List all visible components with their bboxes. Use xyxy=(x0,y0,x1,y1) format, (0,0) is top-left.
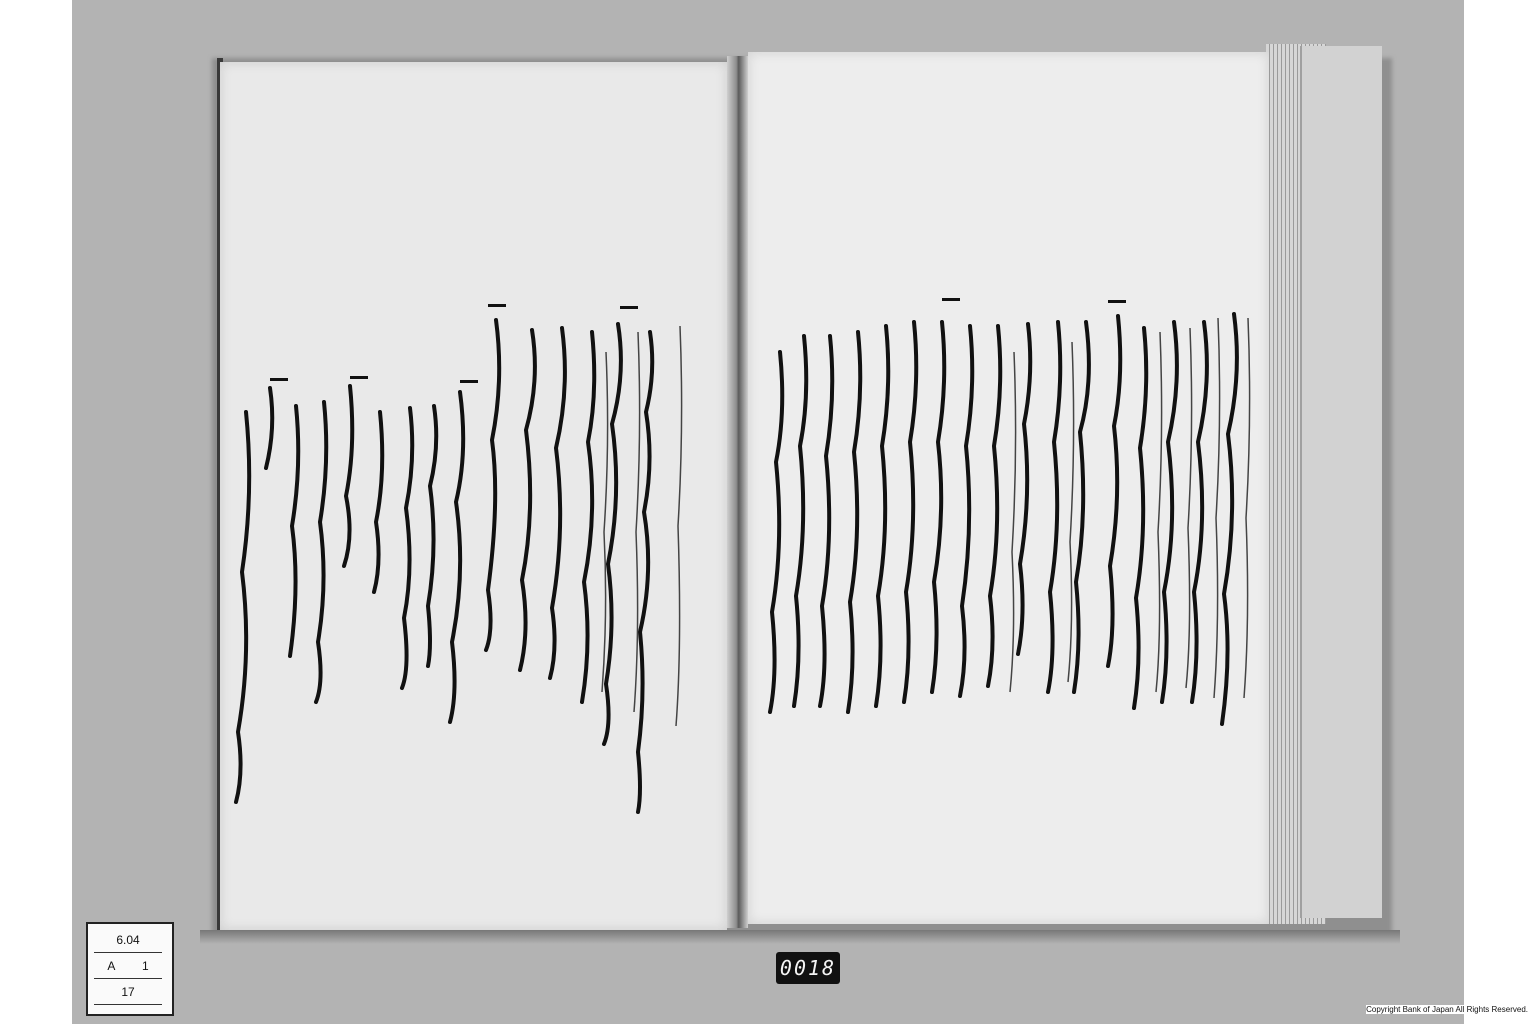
frame-number: 0018 xyxy=(776,952,840,984)
catalog-item: 17 xyxy=(121,985,135,999)
right-page xyxy=(748,52,1269,924)
book-gutter xyxy=(727,56,748,928)
catalog-series: A xyxy=(107,959,116,973)
copyright-notice: Copyright Bank of Japan All Rights Reserved. xyxy=(1366,1005,1528,1014)
left-page xyxy=(220,62,727,930)
catalog-series-row xyxy=(94,954,162,978)
catalog-volume: 1 xyxy=(141,959,149,973)
catalog-card xyxy=(86,922,174,1016)
card-divider xyxy=(94,978,162,979)
book-bottom-shadow xyxy=(200,930,1400,944)
card-divider xyxy=(94,1004,162,1005)
handwritten-text-right xyxy=(748,52,1269,924)
catalog-number: 6.04 xyxy=(116,933,140,947)
card-divider xyxy=(94,952,162,953)
book-cover-right xyxy=(1300,46,1382,918)
handwritten-text-left xyxy=(220,62,727,930)
